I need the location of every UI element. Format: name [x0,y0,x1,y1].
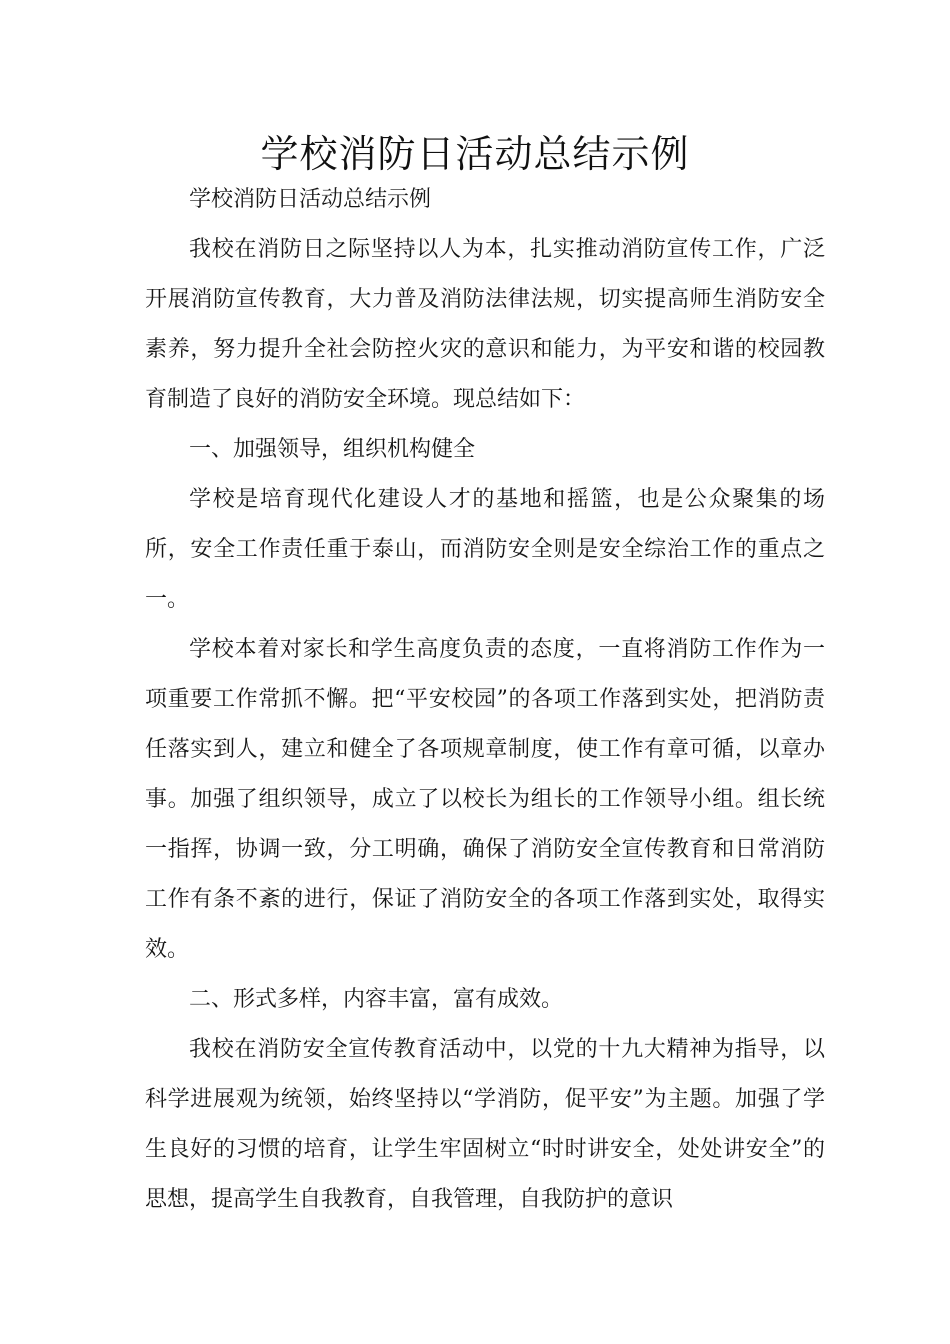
paragraph-subtitle: 学校消防日活动总结示例 [189,187,432,212]
section-heading-1: 一、加强领导，组织机构健全 [189,437,476,462]
paragraph-school-role: 学校是培育现代化建设人才的基地和摇篮，也是公众聚集的场所，安全工作责任重于泰山，而消防安全则是安全综治工作的重点之一。 [145,487,825,612]
document-body [145,175,825,1225]
paragraph-intro: 我校在消防日之际坚持以人为本，扎实推动消防宣传工作，广泛开展消防宣传教育，大力普及消防法律法规，切实提高师生消防安全素养，努力提升全社会防控火灾的意识和能力，为平安和谐的校园教育制造了良好的消防安全环境。现总结如下： [145,237,825,412]
paragraph-activities: 我校在消防安全宣传教育活动中，以党的十九大精神为指导，以科学进展观为统领，始终坚持以“学消防，促平安”为主题。加强了学生良好的习惯的培育，让学生牢固树立“时时讲安全，处处讲安全”的思想，提高学生自我教育，自我管理，自我防护的意识 [145,1037,825,1212]
document-title: 学校消防日活动总结示例 [260,132,690,176]
section-heading-2: 二、形式多样，内容丰富，富有成效。 [189,987,564,1012]
paragraph-responsibility: 学校本着对家长和学生高度负责的态度，一直将消防工作作为一项重要工作常抓不懈。把“平安校园”的各项工作落到实处，把消防责任落实到人，建立和健全了各项规章制度，使工作有章可循，以章办事。加强了组织领导，成立了以校长为组长的工作领导小组。组长统一指挥，协调一致，分工明确，确保了消防安全宣传教育和日常消防工作有条不紊的进行，保证了消防安全的各项工作落到实处，取得实效。 [145,637,825,962]
